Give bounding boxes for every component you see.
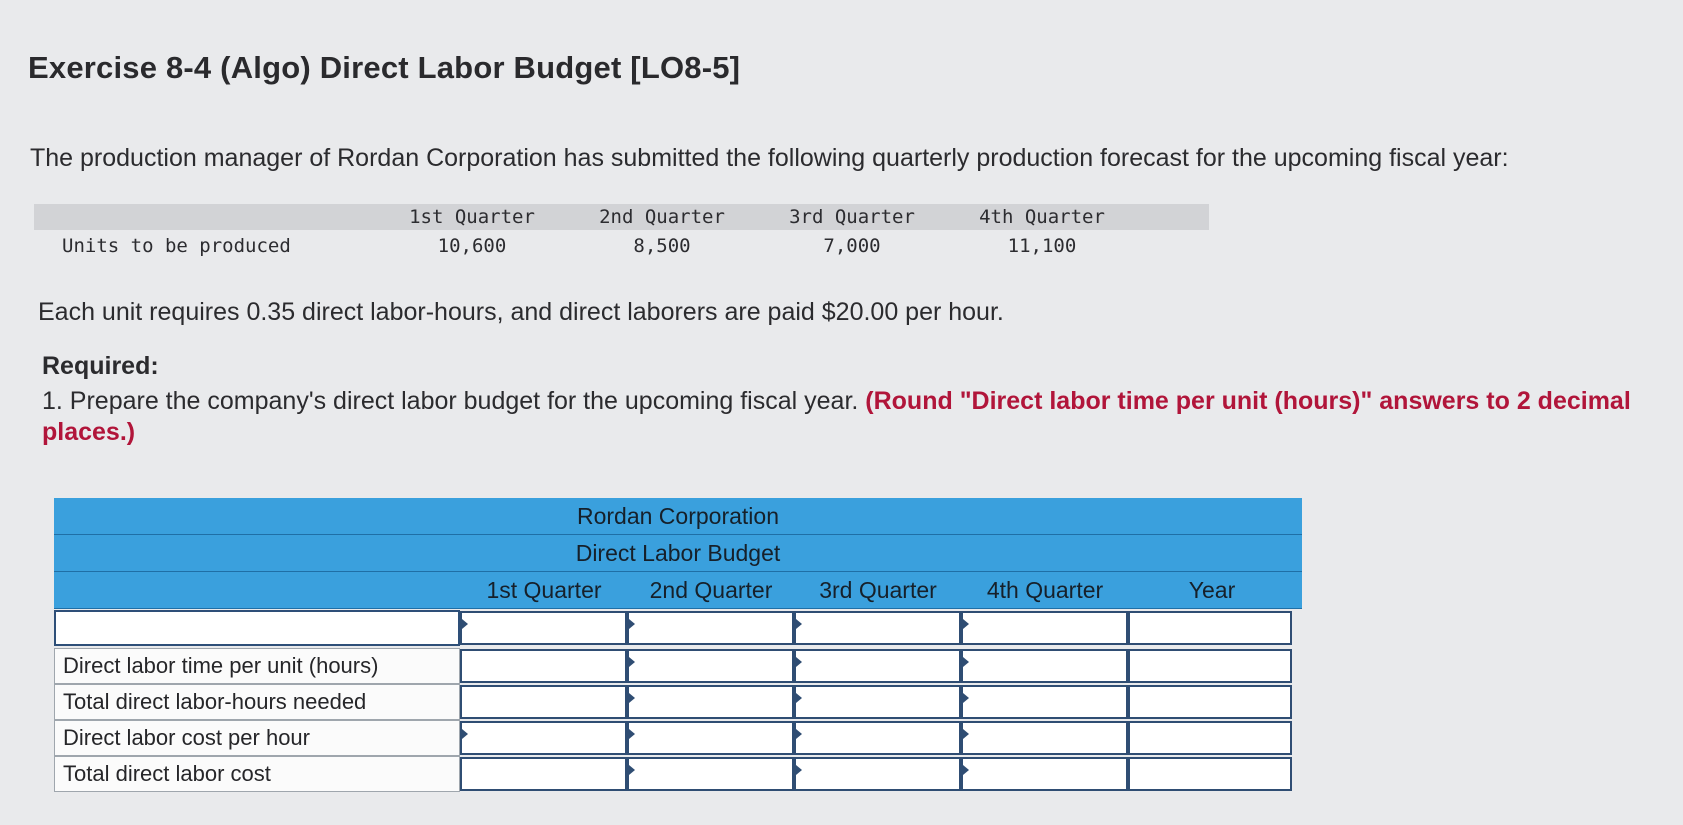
row3-year-input[interactable] <box>1128 721 1292 755</box>
row0-q1-input[interactable] <box>460 611 627 645</box>
input-marker <box>629 619 635 629</box>
input-marker <box>963 693 969 703</box>
input-marker <box>629 657 635 667</box>
row3-q3-input[interactable] <box>794 721 961 755</box>
forecast-units-q1: 10,600 <box>437 235 507 257</box>
row4-year-input[interactable] <box>1128 757 1292 791</box>
input-marker <box>963 729 969 739</box>
intro-text: The production manager of Rordan Corporation has submitted the following quarterly production forecast for the upcoming fiscal year: <box>30 144 1509 172</box>
forecast-units-q4: 11,100 <box>1007 235 1077 257</box>
row2-q4-input[interactable] <box>961 685 1128 719</box>
row2-q2-input[interactable] <box>627 685 794 719</box>
required-item-1 <box>42 386 1642 448</box>
budget-company-header <box>54 498 1302 535</box>
input-marker <box>963 657 969 667</box>
input-marker <box>796 657 802 667</box>
input-marker <box>462 729 468 739</box>
budget-company-name: Rordan Corporation <box>576 503 779 529</box>
input-marker <box>796 693 802 703</box>
input-marker <box>462 619 468 629</box>
row0-q2-input[interactable] <box>627 611 794 645</box>
required-heading: Required: <box>42 352 159 380</box>
row4-q1-input[interactable] <box>460 757 627 791</box>
forecast-header-q2: 2nd Quarter <box>599 206 725 228</box>
forecast-header-q1: 1st Quarter <box>409 206 535 228</box>
row0-q3-input[interactable] <box>794 611 961 645</box>
row0-year-input[interactable] <box>1128 611 1292 645</box>
row2-q1-input[interactable] <box>460 685 627 719</box>
row2-year-input[interactable] <box>1128 685 1292 719</box>
row3-q2-input[interactable] <box>627 721 794 755</box>
input-marker <box>629 729 635 739</box>
col-header-q2: 2nd Quarter <box>649 577 773 603</box>
row1-year-input[interactable] <box>1128 649 1292 683</box>
production-forecast-table <box>34 204 1209 274</box>
forecast-units-q3: 7,000 <box>823 235 881 257</box>
row4-q2-input[interactable] <box>627 757 794 791</box>
input-marker <box>963 619 969 629</box>
col-header-q1: 1st Quarter <box>486 577 602 603</box>
input-marker <box>629 765 635 775</box>
input-marker <box>796 765 802 775</box>
row1-q1-input[interactable] <box>460 649 627 683</box>
col-header-q4: 4th Quarter <box>986 577 1104 603</box>
row2-q3-input[interactable] <box>794 685 961 719</box>
forecast-row-label: Units to be produced <box>62 235 291 257</box>
row1-q4-input[interactable] <box>961 649 1128 683</box>
input-marker <box>796 619 802 629</box>
row4-q3-input[interactable] <box>794 757 961 791</box>
page-title: Exercise 8-4 (Algo) Direct Labor Budget [LO8-5] <box>28 50 741 85</box>
budget-column-header-row <box>54 572 1302 609</box>
required-item-1-text: 1. Prepare the company's direct labor budget for the upcoming fiscal year. <box>42 387 866 415</box>
direct-labor-budget-table <box>54 498 1302 794</box>
row-label-labor-time-per-unit: Direct labor time per unit (hours) <box>54 648 460 684</box>
forecast-header-q4: 4th Quarter <box>979 206 1105 228</box>
input-marker <box>629 693 635 703</box>
col-header-year: Year <box>1188 577 1236 603</box>
row1-q3-input[interactable] <box>794 649 961 683</box>
row4-q4-input[interactable] <box>961 757 1128 791</box>
rounding-instruction: (Round "Direct labor time per unit (hours)" answers to 2 decimal places.) <box>42 387 1631 446</box>
row-label-cost-per-hour: Direct labor cost per hour <box>54 720 460 756</box>
row0-q4-input[interactable] <box>961 611 1128 645</box>
labor-info-text: Each unit requires 0.35 direct labor-hours, and direct laborers are paid $20.00 per hour. <box>38 298 1004 326</box>
forecast-header-q3: 3rd Quarter <box>789 206 915 228</box>
row3-q1-input[interactable] <box>460 721 627 755</box>
forecast-units-q2: 8,500 <box>633 235 691 257</box>
input-marker <box>796 729 802 739</box>
row-label-total-labor-hours: Total direct labor-hours needed <box>54 684 460 720</box>
budget-title: Direct Labor Budget <box>575 540 781 566</box>
row3-q4-input[interactable] <box>961 721 1128 755</box>
row-label-total-labor-cost: Total direct labor cost <box>54 756 460 792</box>
row1-q2-input[interactable] <box>627 649 794 683</box>
budget-title-header <box>54 535 1302 572</box>
col-header-q3: 3rd Quarter <box>819 577 937 603</box>
budget-row-label-input[interactable] <box>54 610 460 646</box>
input-marker <box>963 765 969 775</box>
